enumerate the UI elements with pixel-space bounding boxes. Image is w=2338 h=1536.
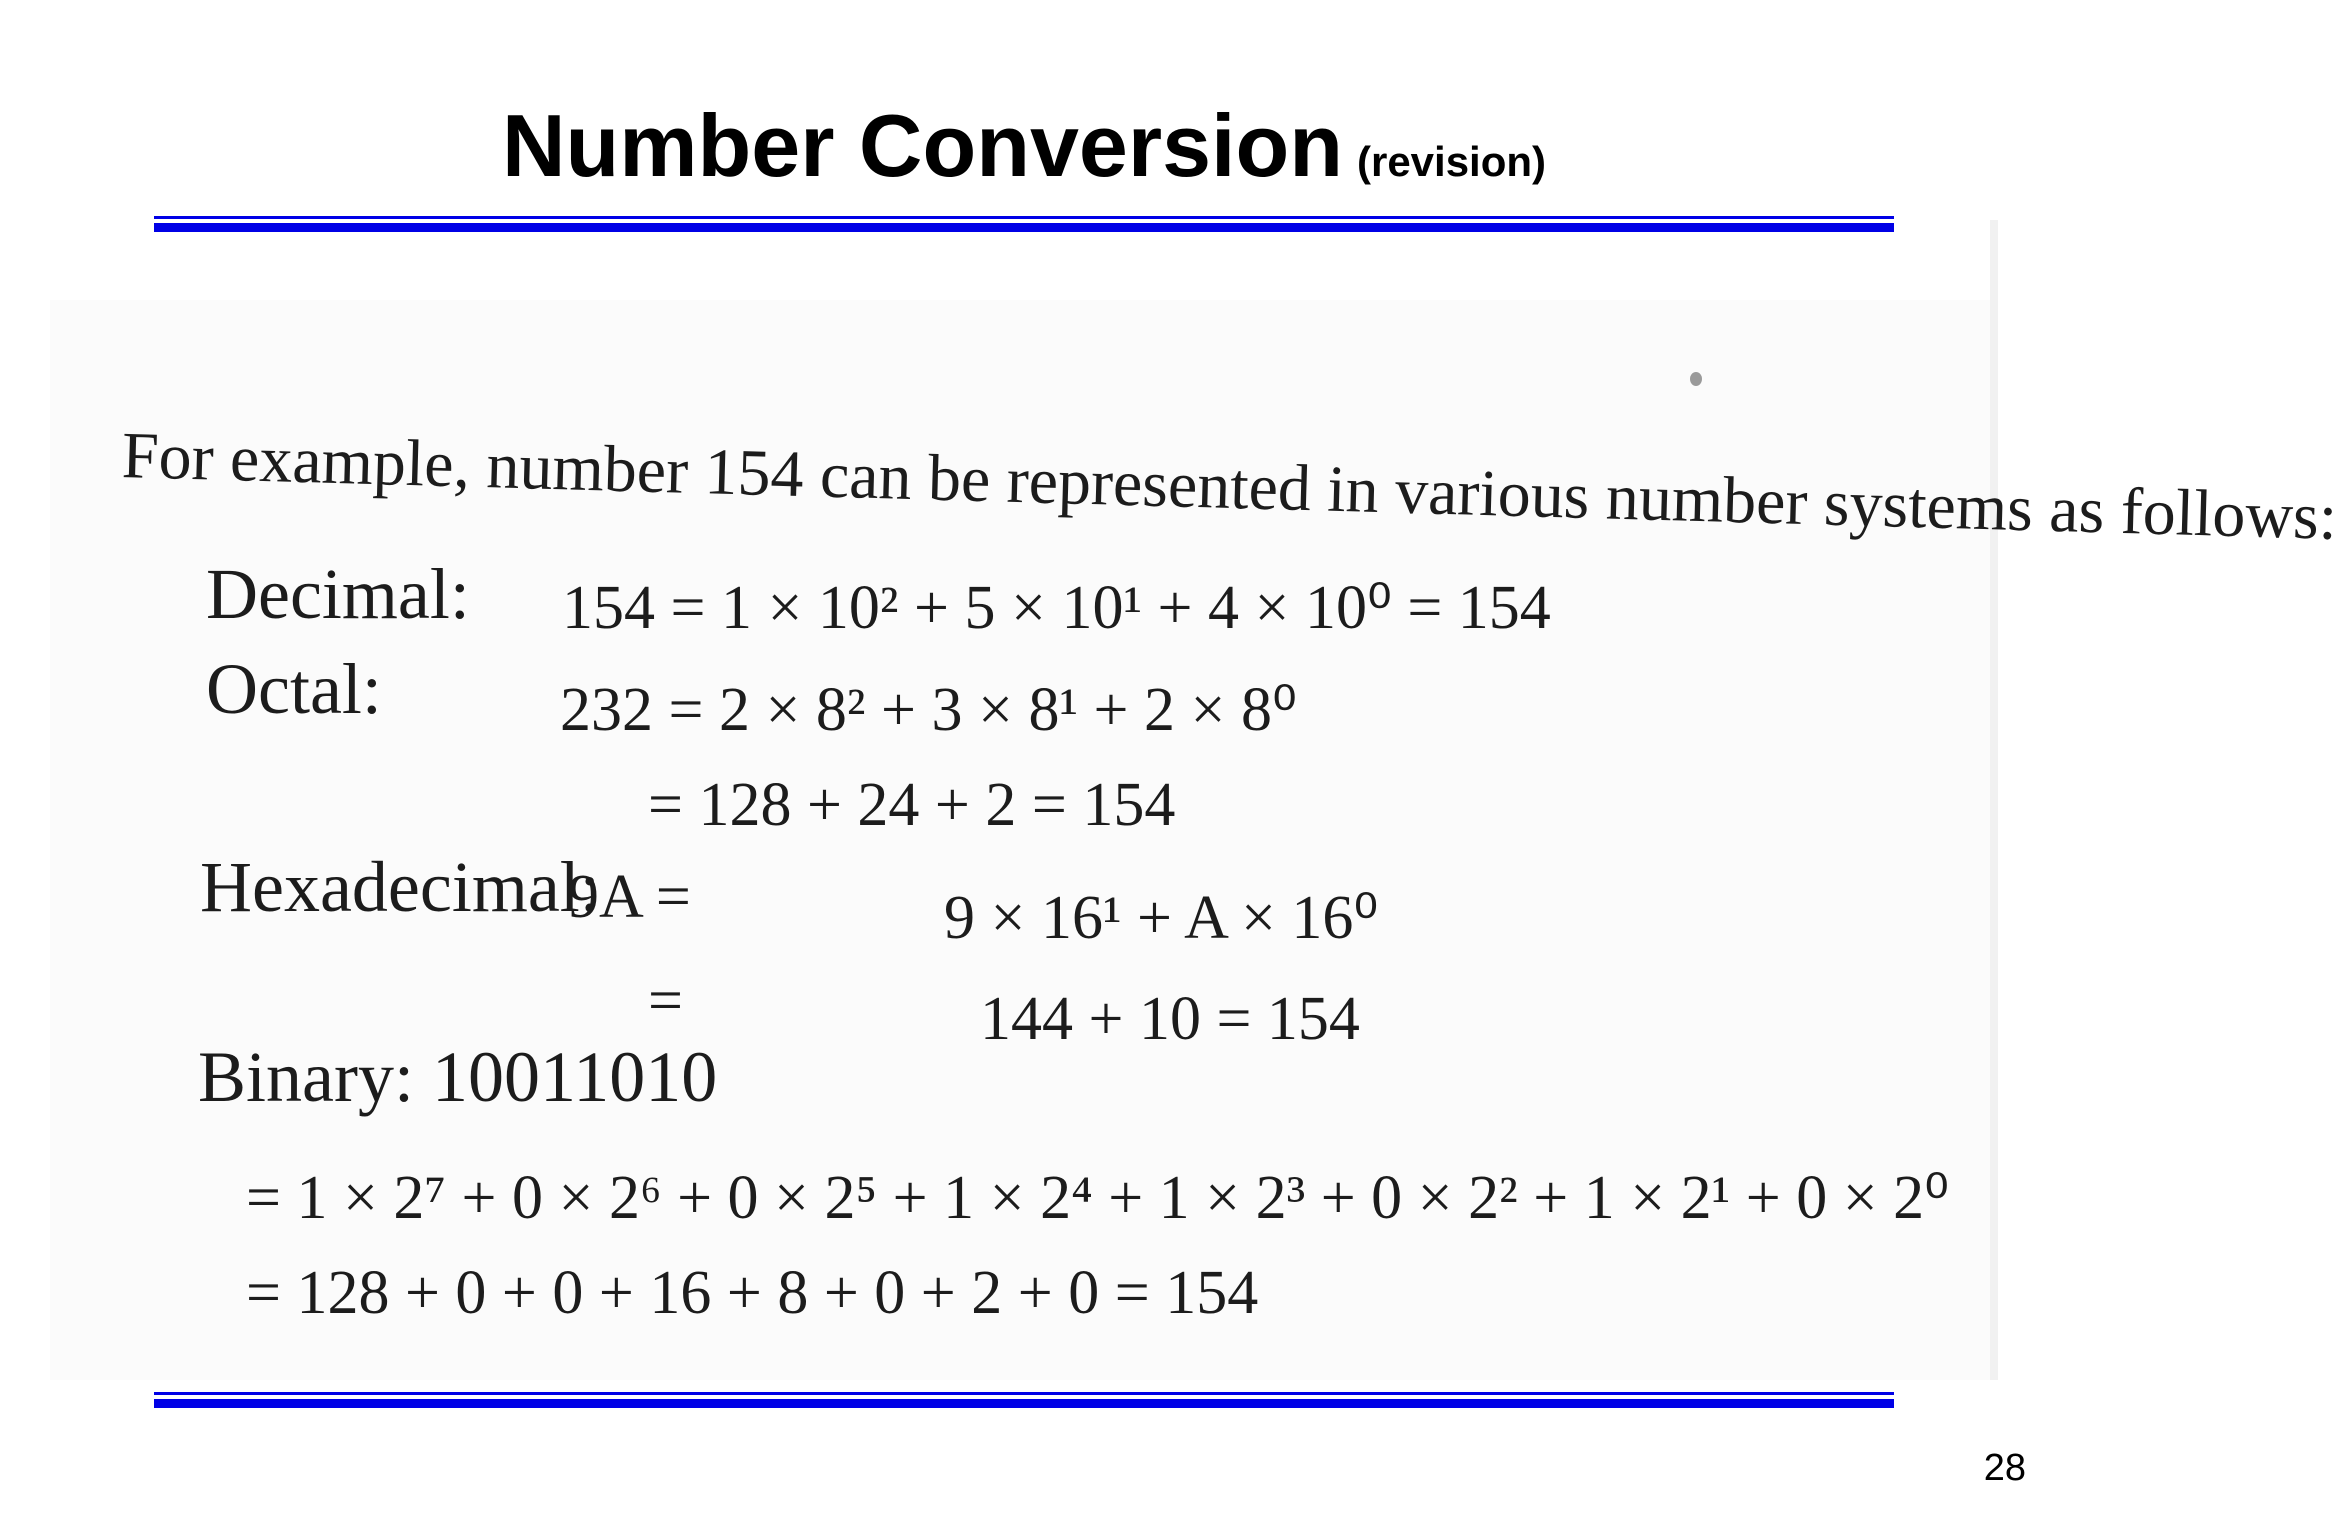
example-intro: For example, number 154 can be represented in various number systems as follows: <box>120 419 2338 554</box>
slide-title: Number Conversion <box>501 96 1343 195</box>
binary-expansion: = 1 × 2⁷ + 0 × 2⁶ + 0 × 2⁵ + 1 × 2⁴ + 1 × 2³ + 0 × 2² + 1 × 2¹ + 0 × 2⁰ <box>246 1164 1950 1232</box>
hexadecimal-expansion: 9 × 16¹ + A × 16⁰ <box>944 884 1379 952</box>
decimal-expansion: 154 = 1 × 10² + 5 × 10¹ + 4 × 10⁰ = 154 <box>562 574 1551 642</box>
octal-sum: = 128 + 24 + 2 = 154 <box>648 771 1176 839</box>
binary-sum: = 128 + 0 + 0 + 16 + 8 + 0 + 2 + 0 = 154 <box>246 1259 1259 1327</box>
octal-expansion: 232 = 2 × 8² + 3 × 8¹ + 2 × 8⁰ <box>560 676 1297 744</box>
slide-title-block <box>0 95 2048 197</box>
hexadecimal-label: Hexadecimal: <box>200 847 600 927</box>
bottom-divider <box>154 1392 1894 1408</box>
hexadecimal-sum: 144 + 10 = 154 <box>980 985 1360 1053</box>
hexadecimal-equals: = <box>648 967 683 1035</box>
top-divider <box>154 216 1894 232</box>
scan-speck <box>1690 372 1702 386</box>
scan-edge <box>1990 220 1998 1380</box>
hexadecimal-lead: 9A = <box>568 863 691 931</box>
octal-label: Octal: <box>206 649 382 729</box>
slide-subtitle: (revision) <box>1356 138 1547 185</box>
page-number: 28 <box>1983 1447 2026 1489</box>
binary-label: Binary: 10011010 <box>198 1037 718 1117</box>
decimal-label: Decimal: <box>206 554 470 634</box>
